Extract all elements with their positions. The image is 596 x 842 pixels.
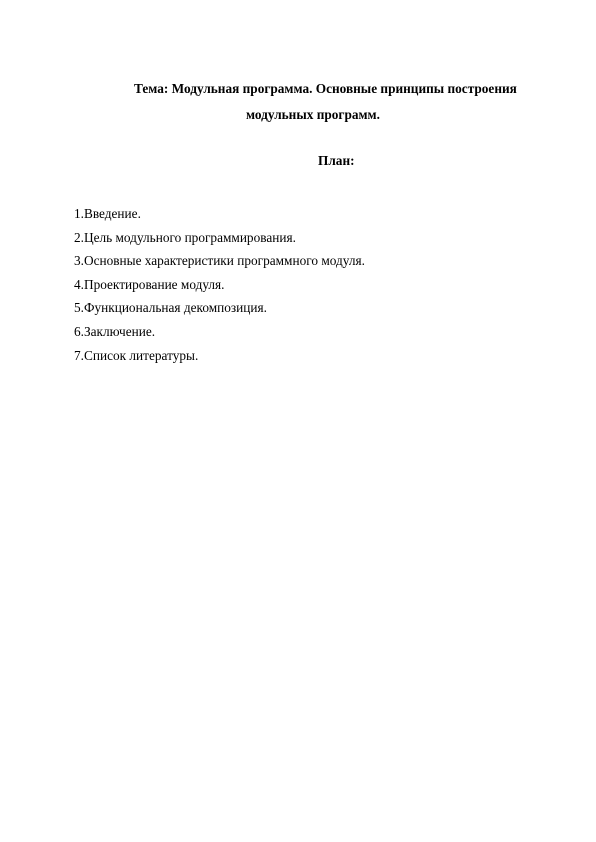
plan-item: 2.Цель модульного программирования. [74,229,296,245]
plan-item: 7.Список литературы. [74,347,199,363]
plan-item: 6.Заключение. [74,323,156,339]
plan-item: 5.Функциональная декомпозиция. [74,300,267,316]
plan-item: 1.Введение. [74,206,141,221]
plan-heading: План: [318,153,355,168]
plan-item: 3.Основные характеристики программного модуля. [74,253,365,269]
document-title-line-2: модульных программ. [246,107,380,122]
document-title-line-1: Тема: Модульная программа. Основные принципы построения [134,81,517,96]
plan-list [74,202,365,367]
plan-item: 4.Проектирование модуля. [74,276,225,292]
